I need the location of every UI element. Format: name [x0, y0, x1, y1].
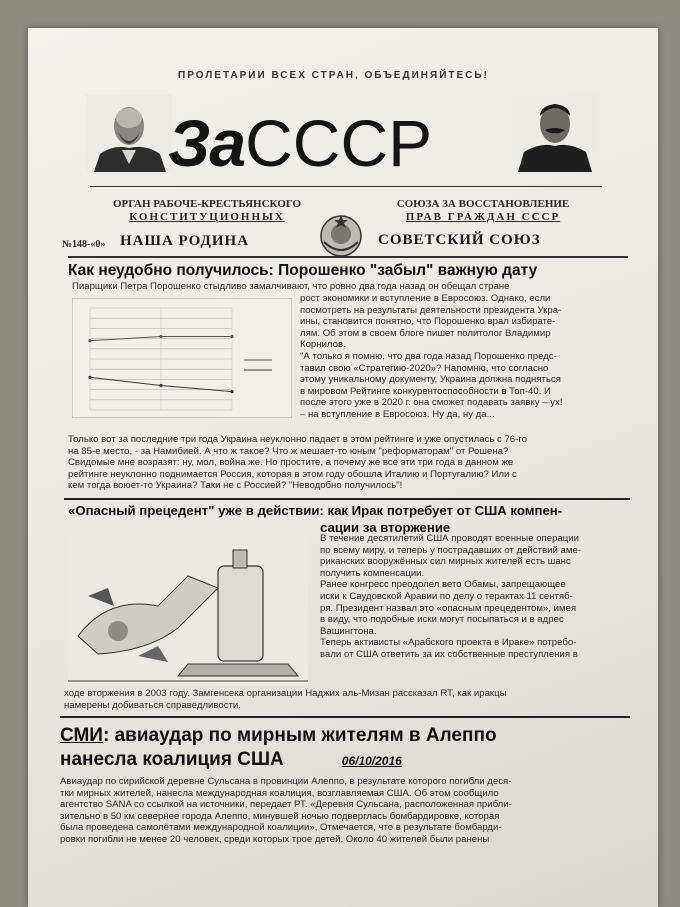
article1-body-line: на 85-е место, - за Намибией. А что ж такое? Что ж мешает-то юным "реформаторам" от Рошена?: [68, 445, 509, 457]
right-subtitle: [378, 198, 588, 224]
article2-side-column: [320, 533, 636, 661]
article3-body-line: Авиаудар по сирийской деревне Сульсана в провинции Алеппо, в результате которого погибли деся-: [60, 776, 512, 787]
article2-side-line: Теперь активисты «Арабского проекта в Ираке» потребо-: [320, 637, 577, 649]
article1-side-line: тавил свою «Стратегию-2020»? Напомню, что согласно: [300, 362, 549, 374]
left-subtitle: [92, 198, 322, 224]
left-subtitle-line3: НАША РОДИНА: [120, 233, 250, 249]
article1-side-line: посмотреть на результаты деятельности президента Укра-: [300, 304, 562, 316]
article1-side-line: "А только я помню, что два года назад Порошенко предс-: [300, 350, 557, 362]
article2-headline-line2: сации за вторжение: [320, 520, 451, 535]
left-subtitle-line1: ОРГАН РАБОЧЕ-КРЕСТЬЯНСКОГО: [112, 198, 302, 210]
ranking-line-chart: [72, 298, 292, 418]
right-subtitle-line3: СОВЕТСКИЙ СОЮЗ: [378, 232, 541, 248]
chart-point: [159, 384, 162, 387]
article1-side-line: Пиарщики Петра Порошенко стыдливо замалчивают, что ровно два года назад он обещал стране: [72, 281, 510, 292]
article1-side-line: – на вступление в Евросоюз. Ну да, ну да...: [300, 408, 495, 420]
article1-headline: Как неудобно получилось: Порошенко "забыл" важную дату: [68, 262, 538, 279]
article2-headline: [68, 502, 562, 536]
masthead-suffix: СССР: [245, 106, 433, 180]
lenin-portrait: [86, 94, 172, 172]
article1-side-line: лям. Об этом в своем блоге пишет политолог Владимир: [300, 327, 551, 339]
chart-point: [159, 335, 162, 338]
header-bottom-rule: [68, 256, 628, 258]
chart-point: [88, 376, 91, 379]
article1-side-line: Корнилов.: [300, 339, 346, 351]
article-separator: [64, 498, 630, 500]
article2-side-line: иски к Саудовской Аравии по делу о терактах 11 сентяб-: [320, 590, 573, 602]
chart-point: [88, 339, 91, 342]
article3-headline: [60, 724, 497, 773]
article1-body-line: кем тогда воюет-то Украина? Таки не с Россией? "Неводобно получилось"!: [68, 480, 403, 492]
article1-side-line: этому уникальному документу, Украина должна подняться: [300, 374, 561, 386]
article1-body-line: рейтинге неуклонно поднимается Россия, которая в этом году обошла Италию и Португалию? Или с: [68, 468, 517, 480]
article2-side-line: ря. Президент назвал это «опасным прецедентом», имея: [320, 602, 577, 614]
article2-side-line: риканских вооружённых сил мирных жителей есть шанс: [320, 556, 571, 568]
masthead-rule: [90, 186, 602, 187]
article2-side-line: по всему миру, и теперь у пострадавших от действий аме-: [320, 544, 582, 556]
article3-body-line: тки мирных жителей, нанесла международная коалиция, возглавляемая США. Об этом сообщило: [60, 787, 499, 799]
article3-body-line: зительно в 50 км севернее города Алеппо, минувшей ночью подверглась бомбардировке, которая: [60, 810, 500, 822]
article2-body-line: намерены добиваться справедливости.: [64, 699, 241, 711]
article2-side-line: в виду, что подобные иски могут посыпаться и в адрес: [320, 614, 564, 626]
article1-side-line: ины, становится понятно, что Порошенко врал избирате-: [300, 316, 556, 328]
chart-point: [230, 335, 233, 338]
article2-side-line: получить компенсации.: [320, 567, 425, 579]
masthead-prefix: За: [168, 106, 246, 180]
chart-point: [230, 390, 233, 393]
article2-side-line: В течение десятилетий США проводят военные операции: [320, 533, 579, 544]
article2-side-line: Ранее конгресс преодолел вето Обамы, запрещающее: [320, 579, 566, 591]
article1-side-column: [300, 293, 630, 421]
newspaper-page: [28, 28, 658, 907]
article3-source-label: СМИ: [60, 725, 103, 746]
article1-side-line: после этого уже в 2020 г. она сможет подавать заявку – ух!: [300, 397, 563, 409]
article2-headline-line1: «Опасный прецедент" уже в действии: как Ирак потребует от США компен-: [68, 503, 563, 518]
article1-side-line: рост экономики и вступление в Евросоюз. Однако, если: [300, 293, 551, 304]
cartoon-illustration: [68, 536, 308, 686]
motto: ПРОЛЕТАРИИ ВСЕХ СТРАН, ОБЪЕДИНЯЙТЕСЬ!: [178, 70, 489, 81]
article1-body-line: Свидомые мне возразят: ну, мол, война же. Но простите, а почему же все эти три года в данном же: [68, 457, 514, 469]
article3-body: [60, 776, 640, 846]
article3-body-line: агентство SANA со ссылкой на источники, передает РТ. «Деревня Сульсана, расположенная прибли-: [60, 799, 512, 811]
article3-body-line: была проведена самолётами международной коалиции», Отмечается, что в результате бомбарди-: [60, 822, 502, 834]
left-subtitle-line2: КОНСТИТУЦИОННЫХ: [129, 211, 285, 223]
issue-number: №148-«0»: [62, 239, 106, 250]
right-subtitle-line2: ПРАВ ГРАЖДАН СССР: [405, 211, 561, 223]
right-subtitle-line1: СОЮЗА ЗА ВОССТАНОВЛЕНИЕ: [396, 198, 570, 210]
article-separator: [60, 716, 630, 718]
stalin-portrait: [512, 94, 598, 172]
article3-date: 06/10/2016: [341, 754, 402, 768]
article2-side-line: Вашингтона.: [320, 625, 377, 637]
article1-side-text: [72, 281, 632, 293]
article1-body-line: Только вот за последние три года Украина неуклонно падает в этом рейтинге и уже опустилась с 76-го: [68, 434, 527, 445]
article1-side-line: в мировом Рейтинге конкурентоспособности в Топ-40. И: [300, 385, 551, 397]
article3-headline-line2: нанесла коалиция США: [60, 749, 284, 770]
ussr-emblem: [316, 212, 366, 258]
article3-headline-rest: : авиаудар по мирным жителям в Алеппо: [102, 725, 497, 746]
article2-body-line: ходе вторжения в 2003 году. Замгенсека организации Наджих аль-Мизан рассказал RT, как иракцы: [64, 688, 507, 699]
article1-body: [68, 434, 638, 492]
article3-body-line: ровки погибли не менее 20 человек, среди которых трое детей. Около 40 жителей были ранены: [60, 833, 490, 845]
article2-side-line: вали от США ответить за их собственные преступления в: [320, 648, 578, 660]
masthead-title: [168, 106, 433, 180]
article2-body: [64, 688, 640, 711]
